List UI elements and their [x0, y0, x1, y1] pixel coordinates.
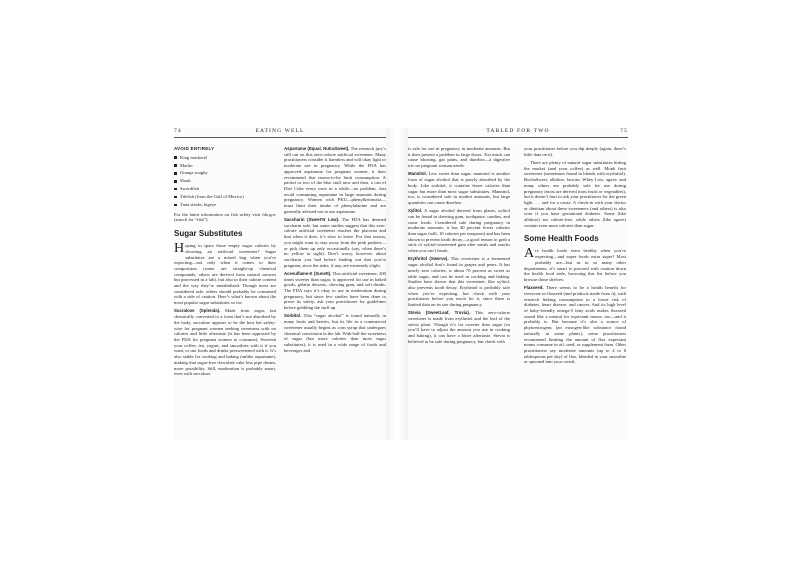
dropcap: H — [174, 241, 185, 257]
stevia-continued: your practitioner before you dip deeply (again, there’s little data on it). — [524, 146, 626, 157]
entry-saccharin — [284, 217, 386, 268]
list-item: Orange roughy — [174, 170, 276, 176]
entry-term: Flaxseed. — [524, 285, 544, 291]
entry-term: Erythritol (Swerve). — [408, 256, 449, 262]
right-column-1 — [408, 146, 510, 438]
avoid-list — [174, 155, 276, 208]
entry-text: Less sweet than sugar, mannitol is another form of sugar alcohol that is poorly absorbed by the body. Like sorbitol, it contains fewer calories than sugar but more than most sugar substitutes. Mannitol, too, is considered safe in modest amounts, but large quantities can cause diarrhea. — [408, 171, 510, 205]
entry-flaxseed — [524, 285, 626, 365]
entry-term: Aspartame (Equal, NutraSweet). — [284, 146, 350, 151]
section-title-health-foods: Some Health Foods — [524, 234, 599, 244]
entry-term: Xylitol. — [408, 208, 423, 214]
entry-term: Stevia (SweetLeaf, Truvia). — [408, 310, 470, 316]
entry-text: The research jury’s still out on this zero-calorie artificial sweetener. Many practitioners consider it harmless and will okay light or moderate use in pregnancy. While the FDA has approved aspartame for pregnant women, it does recommend that moms-to-be limit consumption. A packet or two of the blue stuff now and then, a can of Diet Coke every once in a while—no problem. Just avoid consuming aspartame in large amounts during pregnancy. Women with PKU—phenylketonuria—must limit their intake of phenylalanine and are generally advised not to use aspartame. — [284, 146, 386, 214]
entry-text: A sugar alcohol derived from plants, xylitol can be found in chewing gum, toothpaste, candies, and some foods. Considered safe during pregnancy in moderate amounts, it has 40 percent fewer calories than sugar (still, 10 calories per teaspoon) and has been shown to prevent tooth decay—a good reason to grab a stick of xylitol-sweetened gum after meals and snacks when you can’t brush. — [408, 208, 510, 254]
left-column-2 — [284, 146, 386, 438]
entry-term: Acesulfame-K (Sunett). — [284, 270, 332, 276]
running-title-right: TABLED FOR TWO — [486, 128, 550, 134]
left-column-1 — [174, 146, 276, 438]
list-item: Tilefish (from the Gulf of Mexico) — [174, 194, 276, 200]
entry-sorbitol — [284, 313, 386, 353]
entry-term: Mannitol. — [408, 171, 427, 177]
intro-text: oping to spare those empty sugar calories by choosing an artificial sweetener? Sugar substitutes are a mixed bag when you’re expecting—not only when it comes to their composition (some are straight-up chemical compounds, others are derived from natural sources but processed in a lab), but also in their calorie content and the way they’re metabolized. Though most are considered safe, others should probably be consumed with a side of caution. Here’s what’s known about the most popular sugar substitutes so far: — [174, 243, 276, 306]
entry-term: Saccharin (Sweet’N Low). — [284, 217, 340, 223]
book-gutter — [386, 128, 408, 440]
entry-erythritol — [408, 256, 510, 307]
page-number-left: 74 — [174, 128, 182, 134]
right-page — [408, 128, 628, 440]
list-item: Swordfish — [174, 186, 276, 192]
natural-substitutes-paragraph: There are plenty of natural sugar substitutes hitting the market (and your coffee) as well. Monk fruit sweetener (sometimes found in blends with erythritol), BochaSweet, allulose, lactose, Whey Low, agave, and many others are probably safe for use during pregnancy (most are derived from fruits or vegetables), but it doesn’t hurt to ask your practitioner for the green light . . . and for a cause. A check-in with your doctor or dietitian about these sweeteners (and others) is also wise if you have gestational diabetes. Some (like allulose) are calorie-free, while others (like agave) contain even more calories than sugar. — [524, 160, 626, 228]
entry-term: Sorbitol. — [284, 313, 302, 319]
entry-stevia — [408, 310, 510, 344]
header-rule — [408, 137, 628, 138]
list-item: Shark — [174, 178, 276, 184]
left-page — [174, 128, 386, 440]
list-item: Tuna steaks, bigeye — [174, 202, 276, 208]
entry-term: Sucralose (Splenda). — [174, 308, 221, 314]
entry-text: This “sugar alcohol” is found naturally in many fruits and berries, but its life as a commercial sweetener usually begins as corn syrup that undergoes chemical conversion in the lab. With half the sweetness of sugar (but more calories than most sugar substitutes), it is used in a wide range of foods and beverages and — [284, 313, 386, 353]
sugar-intro-paragraph — [174, 243, 276, 306]
fish-info-note: For the latest information on fish safety visit fda.gov (search for “fish”). — [174, 211, 276, 223]
entry-text: This zero-calorie sweetener is made from erythritol and the leaf of the stevia plant. Though it’s far sweeter than sugar (so you’ll have to adjust the amount you use in cooking and baking), it can have a bitter aftertaste. Stevia is believed to be safe during pregnancy, but check with — [408, 310, 510, 344]
right-column-2 — [524, 146, 626, 438]
avoid-entirely-label: AVOID ENTIRELY — [174, 146, 215, 151]
list-item: King mackerel — [174, 155, 276, 161]
entry-acesulfame — [284, 271, 386, 311]
page-number-right: 75 — [620, 128, 628, 134]
entry-xylitol — [408, 208, 510, 254]
entry-text: Made from sugar, but chemically converted to a form that’s not absorbed by the body, sucralose appears to be the best bet safety-wise for pregnant women seeking sweetness with no calories and little aftertaste (it has been approved by the FDA for pregnant women to consume). Sweeten your coffee, tea, yogurt, and smoothies with it if you want, or use foods and drinks presweetened with it. It’s also stable for cooking and baking (unlike aspartame), making that sugar-free chocolate cake less pipe dream, more possibility. Still, moderation is probably smart, even with sucralose. — [174, 308, 276, 377]
entry-aspartame — [284, 146, 386, 214]
entry-text: This artificial sweetener, 200 times sweeter than sugar, is approved for use in baked goods, gelatin desserts, chewing gum, and soft drinks. The FDA says it’s okay to use in moderation during pregnancy, but since few studies have been done to prove its safety, ask your practitioner for guidelines before gobbling the stuff up. — [284, 270, 386, 311]
list-item: Marlin — [174, 163, 276, 169]
running-title-left: EATING WELL — [255, 128, 305, 134]
entry-text: There seems to be a health benefit for everyone in flaxseed (and products made from it), with research linking consumption to a lower risk of diabetes, heart disease, and cancer. And its high level of baby-friendly omega-3 fatty acids makes flaxseed sound like a natural for expectant moms, too—and it probably is. But because it’s also a source of phytoestrogens (an estrogen-like substance found naturally in some plants), some practitioners recommend limiting the amount of flax expectant moms consume in oil, seed, or supplement form. Other practitioners say moderate amounts (up to 4 to 6 tablespoons per day) of flax, blended in your smoothie or spooned into your cereal, — [524, 285, 626, 365]
entry-text: This sweetener is a fermented sugar alcohol that’s found in grapes and pears. It has nearly zero calories, is about 70 percent as sweet as table sugar, and can be used in cooking and baking. Studies have shown that this sweetener, like xylitol, also prevents tooth decay. Erythritol is probably safe when you’re expecting, but check with your practitioner before you reach for it, since there is limited data on its use during pregnancy. — [408, 256, 510, 308]
entry-mannitol — [408, 171, 510, 205]
header-rule — [174, 137, 386, 138]
dropcap: A — [524, 246, 535, 262]
sorbitol-continued: is safe for use in pregnancy in moderate amounts. But it does present a problem in large doses. Too much can cause bloating, gas pains, and diarrhea—a digestive trio no pregnant woman needs. — [408, 146, 510, 169]
entry-sucralose — [174, 308, 276, 376]
section-title-sugar-substitutes: Sugar Substitutes — [174, 229, 243, 239]
intro-text: re health foods extra healthy when you’re expecting—and super foods extra super? Most probably are—but as in so many other departments, it’s smart to proceed with caution down the health food aisle, browsing this list before you browse those shelves: — [524, 248, 626, 282]
entry-text: The FDA has deemed saccharin safe, but some studies suggest that this zero-calorie artificial sweetener reaches the placenta and that when it does, it’s slow to leave. For that reason, you might want to stay away from the pink packets—or pick them up only occasionally (say, when there’s no yellow in sight). Don’t worry, however, about saccharin you had before finding out that you’re pregnant, since the risks, if any, are extremely slight. — [284, 217, 386, 268]
health-foods-intro — [524, 248, 626, 282]
